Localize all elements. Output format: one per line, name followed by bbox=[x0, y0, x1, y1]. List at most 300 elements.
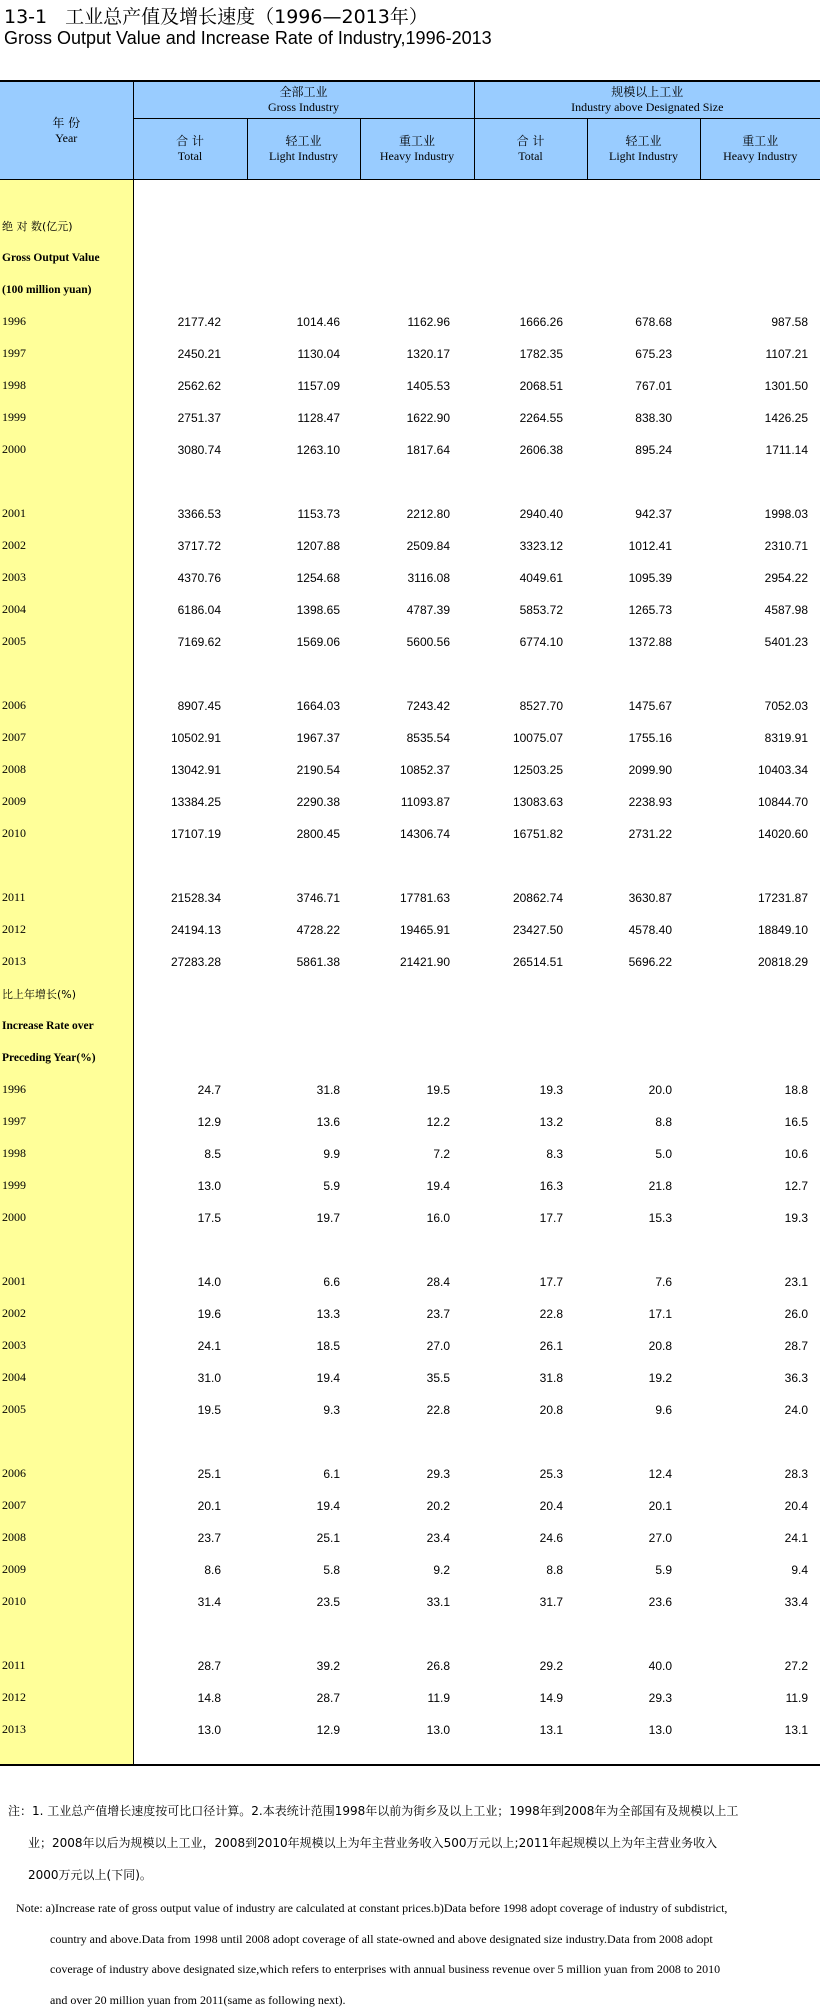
value-cell: 8.5 bbox=[133, 1138, 247, 1170]
value-cell: 27.0 bbox=[587, 1522, 700, 1554]
value-cell: 2954.22 bbox=[700, 562, 820, 594]
value-cell: 7.6 bbox=[587, 1266, 700, 1298]
table-row bbox=[0, 818, 820, 850]
designated-light-header bbox=[587, 119, 700, 180]
value-cell: 8.8 bbox=[474, 1554, 587, 1586]
table-row bbox=[0, 402, 820, 434]
value-cell: 19.5 bbox=[360, 1074, 474, 1106]
value-cell: 8907.45 bbox=[133, 690, 247, 722]
value-cell: 7052.03 bbox=[700, 690, 820, 722]
value-cell: 18.5 bbox=[247, 1330, 360, 1362]
header-row-groups bbox=[0, 81, 820, 119]
spacer-row bbox=[0, 1234, 820, 1266]
value-cell: 5853.72 bbox=[474, 594, 587, 626]
gross-industry-en: Gross Industry bbox=[134, 100, 474, 115]
value-cell: 14020.60 bbox=[700, 818, 820, 850]
value-cell: 13.2 bbox=[474, 1106, 587, 1138]
value-cell: 24.7 bbox=[133, 1074, 247, 1106]
gross-light-header bbox=[247, 119, 360, 180]
value-cell: 23.6 bbox=[587, 1586, 700, 1618]
value-cell: 4728.22 bbox=[247, 914, 360, 946]
value-cell: 17107.19 bbox=[133, 818, 247, 850]
value-cell: 1130.04 bbox=[247, 338, 360, 370]
value-cell: 5861.38 bbox=[247, 946, 360, 978]
year-cell: 2002 bbox=[0, 530, 133, 562]
table-row bbox=[0, 306, 820, 338]
col-total-en: Total bbox=[134, 149, 247, 164]
value-cell: 2731.22 bbox=[587, 818, 700, 850]
value-cell: 22.8 bbox=[474, 1298, 587, 1330]
value-cell: 1128.47 bbox=[247, 402, 360, 434]
value-cell: 17231.87 bbox=[700, 882, 820, 914]
value-cell: 2099.90 bbox=[587, 754, 700, 786]
value-cell: 25.1 bbox=[133, 1458, 247, 1490]
value-cell: 12.4 bbox=[587, 1458, 700, 1490]
value-cell: 24.6 bbox=[474, 1522, 587, 1554]
value-cell: 31.4 bbox=[133, 1586, 247, 1618]
col-light-zh: 轻工业 bbox=[588, 134, 700, 149]
table-row bbox=[0, 1330, 820, 1362]
value-cell: 1817.64 bbox=[360, 434, 474, 466]
value-cell: 15.3 bbox=[587, 1202, 700, 1234]
value-cell: 19.4 bbox=[360, 1170, 474, 1202]
table-row bbox=[0, 1714, 820, 1746]
value-cell: 2310.71 bbox=[700, 530, 820, 562]
gross-industry-zh: 全部工业 bbox=[134, 85, 474, 100]
section2-label-row bbox=[0, 1010, 820, 1042]
value-cell: 1014.46 bbox=[247, 306, 360, 338]
year-cell: 2002 bbox=[0, 1298, 133, 1330]
table-row bbox=[0, 1074, 820, 1106]
col-light-en: Light Industry bbox=[248, 149, 360, 164]
year-cell: 2007 bbox=[0, 722, 133, 754]
value-cell: 1095.39 bbox=[587, 562, 700, 594]
value-cell: 2177.42 bbox=[133, 306, 247, 338]
value-cell: 1012.41 bbox=[587, 530, 700, 562]
value-cell: 678.68 bbox=[587, 306, 700, 338]
value-cell: 10502.91 bbox=[133, 722, 247, 754]
value-cell: 8.6 bbox=[133, 1554, 247, 1586]
value-cell: 20.1 bbox=[133, 1490, 247, 1522]
value-cell: 13.3 bbox=[247, 1298, 360, 1330]
value-cell: 8.8 bbox=[587, 1106, 700, 1138]
section2-label-en2: Preceding Year(%) bbox=[0, 1042, 133, 1074]
year-cell: 2009 bbox=[0, 1554, 133, 1586]
value-cell: 11093.87 bbox=[360, 786, 474, 818]
value-cell: 2751.37 bbox=[133, 402, 247, 434]
note-en-line: Note: a)Increase rate of gross output value of industry are calculated at constant prices.b)Data before 1998 adopt coverage of industry of subdistrict, bbox=[16, 1893, 806, 1924]
value-cell: 8527.70 bbox=[474, 690, 587, 722]
note-en-line: country and above.Data from 1998 until 2008 adopt coverage of all state-owned and above designated size industry.Data from 2008 adopt bbox=[16, 1924, 806, 1955]
value-cell: 19.3 bbox=[474, 1074, 587, 1106]
value-cell: 5401.23 bbox=[700, 626, 820, 658]
value-cell: 31.8 bbox=[247, 1074, 360, 1106]
table-body bbox=[0, 180, 820, 1765]
value-cell: 26.0 bbox=[700, 1298, 820, 1330]
value-cell: 1622.90 bbox=[360, 402, 474, 434]
value-cell: 6.6 bbox=[247, 1266, 360, 1298]
value-cell: 17.1 bbox=[587, 1298, 700, 1330]
table-row bbox=[0, 1586, 820, 1618]
value-cell: 28.7 bbox=[133, 1650, 247, 1682]
value-cell: 2290.38 bbox=[247, 786, 360, 818]
year-header bbox=[0, 81, 133, 180]
value-cell: 33.1 bbox=[360, 1586, 474, 1618]
spacer-row bbox=[0, 1618, 820, 1650]
value-cell: 20.2 bbox=[360, 1490, 474, 1522]
value-cell: 12.2 bbox=[360, 1106, 474, 1138]
year-cell: 2004 bbox=[0, 1362, 133, 1394]
note-zh-line: 2000万元以上(下同)。 bbox=[8, 1859, 788, 1891]
value-cell: 2940.40 bbox=[474, 498, 587, 530]
designated-size-zh: 规模以上工业 bbox=[475, 85, 820, 100]
note-zh-line: 业；2008年以后为规模以上工业，2008到2010年规模以上为年主营业务收入500万元以上;2011年起规模以上为年主营业务收入 bbox=[8, 1827, 788, 1859]
value-cell: 27.2 bbox=[700, 1650, 820, 1682]
value-cell: 28.3 bbox=[700, 1458, 820, 1490]
col-heavy-zh: 重工业 bbox=[361, 134, 474, 149]
designated-size-en: Industry above Designated Size bbox=[475, 100, 820, 115]
value-cell: 24.1 bbox=[700, 1522, 820, 1554]
value-cell: 2562.62 bbox=[133, 370, 247, 402]
year-cell: 2008 bbox=[0, 1522, 133, 1554]
year-cell: 2005 bbox=[0, 1394, 133, 1426]
table-row bbox=[0, 498, 820, 530]
value-cell: 1153.73 bbox=[247, 498, 360, 530]
spacer-row bbox=[0, 658, 820, 690]
year-cell: 2011 bbox=[0, 882, 133, 914]
value-cell: 1157.09 bbox=[247, 370, 360, 402]
value-cell: 1320.17 bbox=[360, 338, 474, 370]
value-cell: 31.0 bbox=[133, 1362, 247, 1394]
value-cell: 12503.25 bbox=[474, 754, 587, 786]
year-cell: 2001 bbox=[0, 498, 133, 530]
table-row bbox=[0, 530, 820, 562]
note-en-line: coverage of industry above designated size,which refers to enterprises with annual business revenue over 5 million yuan from 2008 to 2010 bbox=[16, 1954, 806, 1985]
table-number: 13-1 bbox=[4, 6, 47, 28]
value-cell: 36.3 bbox=[700, 1362, 820, 1394]
year-cell: 2010 bbox=[0, 818, 133, 850]
section1-label-row bbox=[0, 242, 820, 274]
note-en-line: and over 20 million yuan from 2011(same as following next). bbox=[16, 1985, 806, 2015]
year-cell: 2012 bbox=[0, 1682, 133, 1714]
value-cell: 21421.90 bbox=[360, 946, 474, 978]
value-cell: 23.7 bbox=[360, 1298, 474, 1330]
value-cell: 23427.50 bbox=[474, 914, 587, 946]
year-cell: 1999 bbox=[0, 1170, 133, 1202]
year-cell: 1999 bbox=[0, 402, 133, 434]
value-cell: 27283.28 bbox=[133, 946, 247, 978]
year-cell: 2006 bbox=[0, 1458, 133, 1490]
section1-label-zh: 绝 对 数(亿元) bbox=[0, 210, 133, 242]
value-cell: 1475.67 bbox=[587, 690, 700, 722]
table-row bbox=[0, 1202, 820, 1234]
gross-industry-header bbox=[133, 81, 474, 119]
value-cell: 14.9 bbox=[474, 1682, 587, 1714]
value-cell: 10852.37 bbox=[360, 754, 474, 786]
value-cell: 5.9 bbox=[587, 1554, 700, 1586]
value-cell: 19465.91 bbox=[360, 914, 474, 946]
value-cell: 6186.04 bbox=[133, 594, 247, 626]
col-total-zh: 合 计 bbox=[134, 134, 247, 149]
year-cell: 2006 bbox=[0, 690, 133, 722]
section1-label-row bbox=[0, 210, 820, 242]
value-cell: 675.23 bbox=[587, 338, 700, 370]
value-cell: 13083.63 bbox=[474, 786, 587, 818]
value-cell: 20818.29 bbox=[700, 946, 820, 978]
spacer-row bbox=[0, 466, 820, 498]
value-cell: 11.9 bbox=[360, 1682, 474, 1714]
section1-label-en2: (100 million yuan) bbox=[0, 274, 133, 306]
value-cell: 13384.25 bbox=[133, 786, 247, 818]
value-cell: 28.7 bbox=[247, 1682, 360, 1714]
value-cell: 1998.03 bbox=[700, 498, 820, 530]
spacer-row bbox=[0, 180, 820, 210]
value-cell: 24.1 bbox=[133, 1330, 247, 1362]
year-cell: 2008 bbox=[0, 754, 133, 786]
value-cell: 1107.21 bbox=[700, 338, 820, 370]
value-cell: 2264.55 bbox=[474, 402, 587, 434]
value-cell: 23.1 bbox=[700, 1266, 820, 1298]
value-cell: 3746.71 bbox=[247, 882, 360, 914]
value-cell: 23.4 bbox=[360, 1522, 474, 1554]
value-cell: 2238.93 bbox=[587, 786, 700, 818]
table-row bbox=[0, 1298, 820, 1330]
year-cell: 2013 bbox=[0, 1714, 133, 1746]
value-cell: 12.7 bbox=[700, 1170, 820, 1202]
value-cell: 19.4 bbox=[247, 1362, 360, 1394]
section1-label-en1: Gross Output Value bbox=[0, 242, 133, 274]
table-row bbox=[0, 1458, 820, 1490]
value-cell: 26.8 bbox=[360, 1650, 474, 1682]
spacer-row bbox=[0, 850, 820, 882]
table-row bbox=[0, 914, 820, 946]
value-cell: 10075.07 bbox=[474, 722, 587, 754]
table-row bbox=[0, 1266, 820, 1298]
table-row bbox=[0, 1170, 820, 1202]
value-cell: 23.7 bbox=[133, 1522, 247, 1554]
value-cell: 29.2 bbox=[474, 1650, 587, 1682]
year-cell: 2007 bbox=[0, 1490, 133, 1522]
table-row bbox=[0, 1106, 820, 1138]
value-cell: 13.1 bbox=[474, 1714, 587, 1746]
value-cell: 18.8 bbox=[700, 1074, 820, 1106]
col-light-en: Light Industry bbox=[588, 149, 700, 164]
value-cell: 5.8 bbox=[247, 1554, 360, 1586]
value-cell: 4370.76 bbox=[133, 562, 247, 594]
notes-zh bbox=[8, 1795, 788, 1891]
value-cell: 9.4 bbox=[700, 1554, 820, 1586]
year-header-en: Year bbox=[0, 131, 133, 146]
col-light-zh: 轻工业 bbox=[248, 134, 360, 149]
year-cell: 2004 bbox=[0, 594, 133, 626]
col-total-zh: 合 计 bbox=[475, 134, 587, 149]
table-row bbox=[0, 562, 820, 594]
value-cell: 3630.87 bbox=[587, 882, 700, 914]
value-cell: 21.8 bbox=[587, 1170, 700, 1202]
value-cell: 767.01 bbox=[587, 370, 700, 402]
value-cell: 39.2 bbox=[247, 1650, 360, 1682]
table-row bbox=[0, 882, 820, 914]
value-cell: 4049.61 bbox=[474, 562, 587, 594]
value-cell: 24194.13 bbox=[133, 914, 247, 946]
value-cell: 11.9 bbox=[700, 1682, 820, 1714]
value-cell: 20.1 bbox=[587, 1490, 700, 1522]
value-cell: 13.0 bbox=[587, 1714, 700, 1746]
value-cell: 1755.16 bbox=[587, 722, 700, 754]
value-cell: 20.8 bbox=[474, 1394, 587, 1426]
value-cell: 12.9 bbox=[247, 1714, 360, 1746]
year-cell: 2010 bbox=[0, 1586, 133, 1618]
value-cell: 942.37 bbox=[587, 498, 700, 530]
value-cell: 19.7 bbox=[247, 1202, 360, 1234]
value-cell: 19.4 bbox=[247, 1490, 360, 1522]
value-cell: 3116.08 bbox=[360, 562, 474, 594]
value-cell: 20862.74 bbox=[474, 882, 587, 914]
table-row bbox=[0, 1362, 820, 1394]
value-cell: 2606.38 bbox=[474, 434, 587, 466]
value-cell: 2450.21 bbox=[133, 338, 247, 370]
year-cell: 2011 bbox=[0, 1650, 133, 1682]
value-cell: 3366.53 bbox=[133, 498, 247, 530]
col-heavy-en: Heavy Industry bbox=[701, 149, 820, 164]
value-cell: 1711.14 bbox=[700, 434, 820, 466]
table-row bbox=[0, 1138, 820, 1170]
value-cell: 7243.42 bbox=[360, 690, 474, 722]
value-cell: 4587.98 bbox=[700, 594, 820, 626]
value-cell: 12.9 bbox=[133, 1106, 247, 1138]
table-row bbox=[0, 594, 820, 626]
table-row bbox=[0, 1554, 820, 1586]
gross-total-header bbox=[133, 119, 247, 180]
year-cell: 2000 bbox=[0, 434, 133, 466]
value-cell: 22.8 bbox=[360, 1394, 474, 1426]
value-cell: 1254.68 bbox=[247, 562, 360, 594]
value-cell: 21528.34 bbox=[133, 882, 247, 914]
value-cell: 33.4 bbox=[700, 1586, 820, 1618]
value-cell: 10.6 bbox=[700, 1138, 820, 1170]
title-zh-text: 工业总产值及增长速度（1996—2013年） bbox=[65, 6, 428, 28]
value-cell: 1398.65 bbox=[247, 594, 360, 626]
value-cell: 1265.73 bbox=[587, 594, 700, 626]
year-cell: 2005 bbox=[0, 626, 133, 658]
col-heavy-zh: 重工业 bbox=[701, 134, 820, 149]
table-row bbox=[0, 754, 820, 786]
year-cell: 1997 bbox=[0, 338, 133, 370]
year-cell: 2000 bbox=[0, 1202, 133, 1234]
value-cell: 2190.54 bbox=[247, 754, 360, 786]
year-cell: 2013 bbox=[0, 946, 133, 978]
value-cell: 19.3 bbox=[700, 1202, 820, 1234]
value-cell: 1666.26 bbox=[474, 306, 587, 338]
value-cell: 26514.51 bbox=[474, 946, 587, 978]
value-cell: 17.5 bbox=[133, 1202, 247, 1234]
value-cell: 13.0 bbox=[360, 1714, 474, 1746]
value-cell: 31.8 bbox=[474, 1362, 587, 1394]
value-cell: 6774.10 bbox=[474, 626, 587, 658]
year-cell: 2003 bbox=[0, 562, 133, 594]
table-row bbox=[0, 786, 820, 818]
designated-size-header bbox=[474, 81, 820, 119]
value-cell: 26.1 bbox=[474, 1330, 587, 1362]
value-cell: 9.2 bbox=[360, 1554, 474, 1586]
value-cell: 20.0 bbox=[587, 1074, 700, 1106]
value-cell: 1405.53 bbox=[360, 370, 474, 402]
value-cell: 13.6 bbox=[247, 1106, 360, 1138]
value-cell: 28.7 bbox=[700, 1330, 820, 1362]
value-cell: 8319.91 bbox=[700, 722, 820, 754]
value-cell: 9.3 bbox=[247, 1394, 360, 1426]
value-cell: 3323.12 bbox=[474, 530, 587, 562]
value-cell: 16751.82 bbox=[474, 818, 587, 850]
value-cell: 16.0 bbox=[360, 1202, 474, 1234]
value-cell: 29.3 bbox=[587, 1682, 700, 1714]
value-cell: 9.6 bbox=[587, 1394, 700, 1426]
table-title-zh bbox=[4, 2, 428, 29]
value-cell: 8535.54 bbox=[360, 722, 474, 754]
notes-en bbox=[16, 1893, 806, 2015]
table-row bbox=[0, 338, 820, 370]
value-cell: 13.1 bbox=[700, 1714, 820, 1746]
value-cell: 2212.80 bbox=[360, 498, 474, 530]
table-row bbox=[0, 690, 820, 722]
value-cell: 1569.06 bbox=[247, 626, 360, 658]
value-cell: 13.0 bbox=[133, 1714, 247, 1746]
value-cell: 14306.74 bbox=[360, 818, 474, 850]
value-cell: 7169.62 bbox=[133, 626, 247, 658]
value-cell: 19.6 bbox=[133, 1298, 247, 1330]
value-cell: 20.4 bbox=[700, 1490, 820, 1522]
value-cell: 28.4 bbox=[360, 1266, 474, 1298]
value-cell: 20.8 bbox=[587, 1330, 700, 1362]
year-cell: 2001 bbox=[0, 1266, 133, 1298]
table-row bbox=[0, 1490, 820, 1522]
value-cell: 10403.34 bbox=[700, 754, 820, 786]
value-cell: 16.3 bbox=[474, 1170, 587, 1202]
value-cell: 40.0 bbox=[587, 1650, 700, 1682]
year-cell: 1998 bbox=[0, 370, 133, 402]
value-cell: 2509.84 bbox=[360, 530, 474, 562]
gross-heavy-header bbox=[360, 119, 474, 180]
year-cell: 2003 bbox=[0, 1330, 133, 1362]
value-cell: 1301.50 bbox=[700, 370, 820, 402]
value-cell: 16.5 bbox=[700, 1106, 820, 1138]
value-cell: 19.2 bbox=[587, 1362, 700, 1394]
value-cell: 1207.88 bbox=[247, 530, 360, 562]
section2-label-en1: Increase Rate over bbox=[0, 1010, 133, 1042]
year-cell: 1996 bbox=[0, 1074, 133, 1106]
value-cell: 1372.88 bbox=[587, 626, 700, 658]
value-cell: 5.0 bbox=[587, 1138, 700, 1170]
table-row bbox=[0, 722, 820, 754]
value-cell: 17.7 bbox=[474, 1202, 587, 1234]
value-cell: 9.9 bbox=[247, 1138, 360, 1170]
value-cell: 23.5 bbox=[247, 1586, 360, 1618]
section2-label-row bbox=[0, 1042, 820, 1074]
section1-label-row bbox=[0, 274, 820, 306]
value-cell: 3080.74 bbox=[133, 434, 247, 466]
value-cell: 13.0 bbox=[133, 1170, 247, 1202]
value-cell: 31.7 bbox=[474, 1586, 587, 1618]
value-cell: 838.30 bbox=[587, 402, 700, 434]
value-cell: 2800.45 bbox=[247, 818, 360, 850]
value-cell: 25.1 bbox=[247, 1522, 360, 1554]
year-cell: 1998 bbox=[0, 1138, 133, 1170]
year-cell: 1997 bbox=[0, 1106, 133, 1138]
table-row bbox=[0, 946, 820, 978]
value-cell: 4578.40 bbox=[587, 914, 700, 946]
value-cell: 20.4 bbox=[474, 1490, 587, 1522]
value-cell: 1263.10 bbox=[247, 434, 360, 466]
